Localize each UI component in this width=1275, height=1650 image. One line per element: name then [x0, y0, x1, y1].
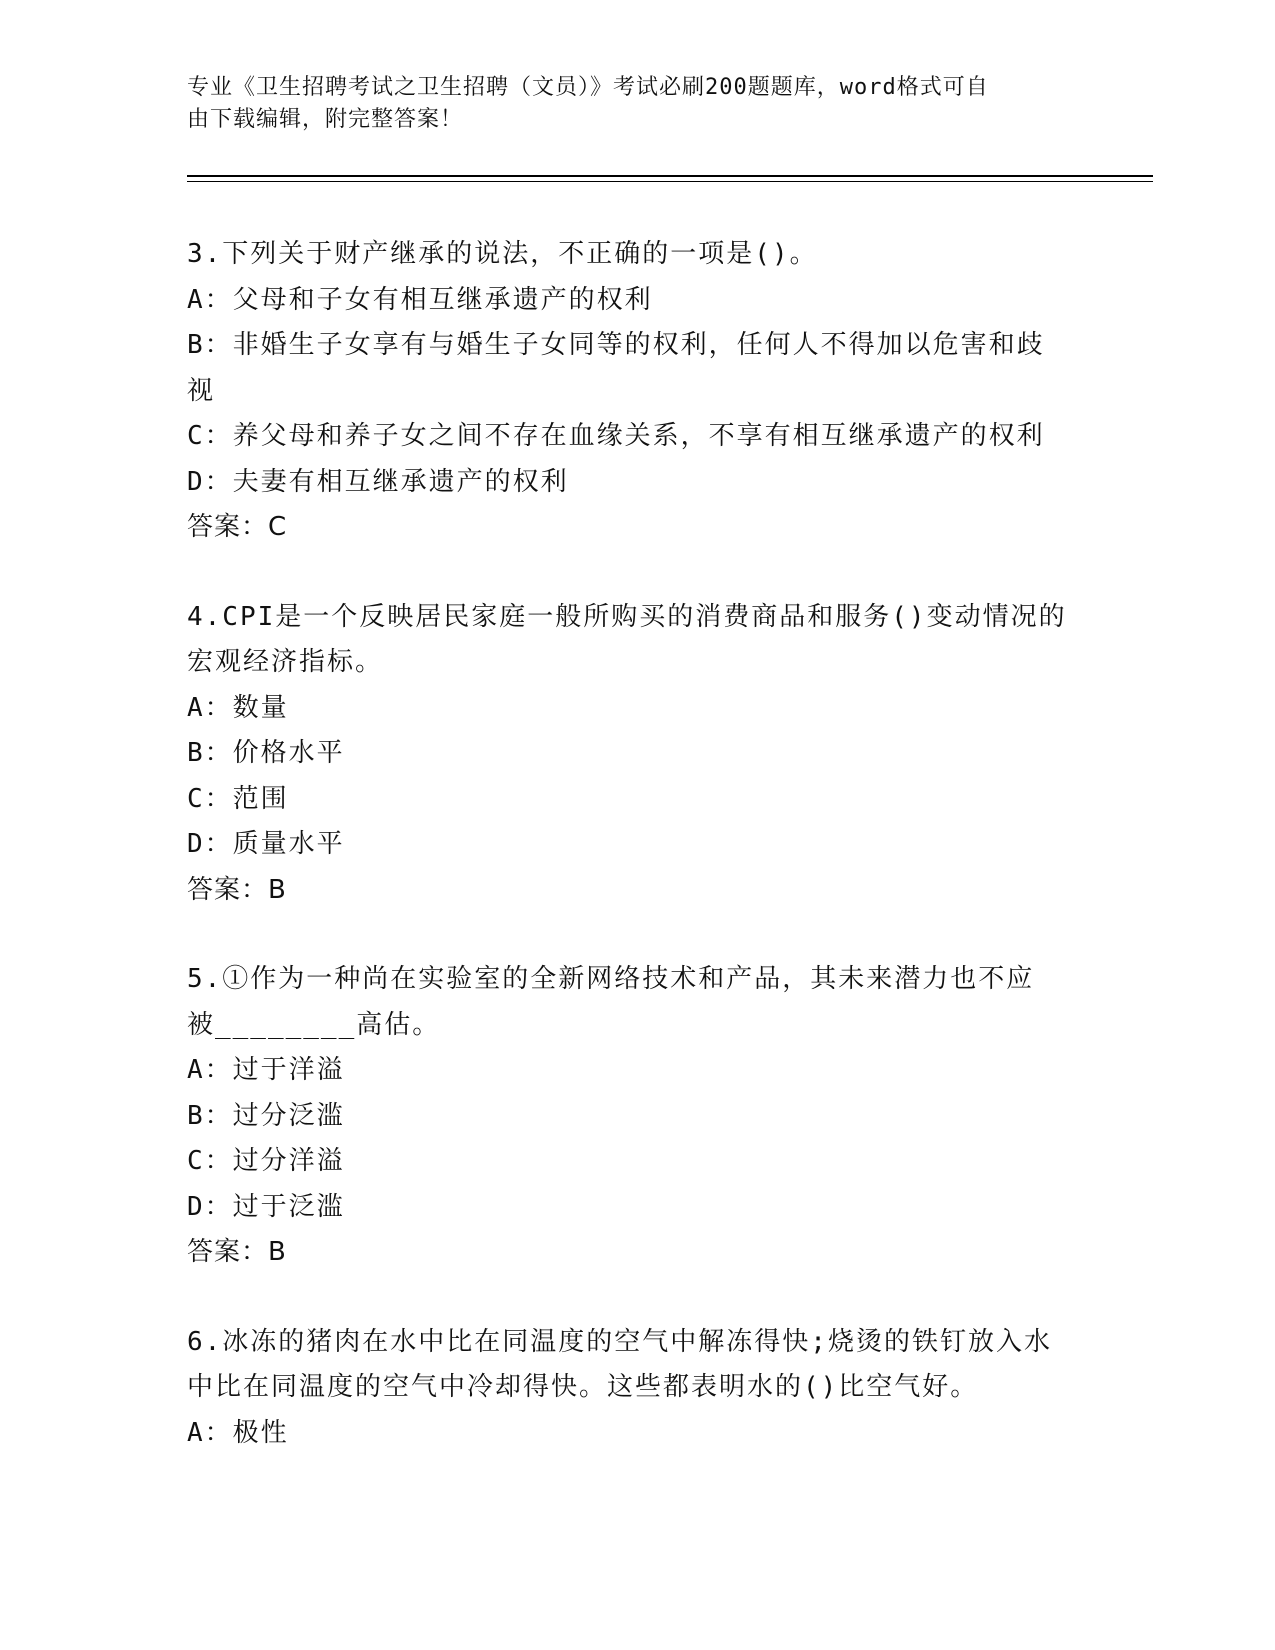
option-line: D：过于泛滥: [187, 1191, 345, 1222]
option-line: A：数量: [187, 692, 289, 723]
question-block: [187, 1320, 1087, 1457]
answer-line: 答案：C: [187, 512, 288, 542]
option-line: A：过于洋溢: [187, 1055, 345, 1085]
question-list: [187, 232, 1087, 1500]
option-line: 视: [187, 375, 216, 406]
option-line: B：价格水平: [187, 738, 345, 768]
question-stem-line: 3.下列关于财产继承的说法，不正确的一项是()。: [187, 239, 818, 269]
question-block: [187, 232, 1087, 551]
option-line: C：范围: [187, 783, 289, 814]
option-line: D：夫妻有相互继承遗产的权利: [187, 466, 569, 497]
option-line: B：过分泛滥: [187, 1100, 345, 1131]
header-line-2: 由下载编辑，附完整答案！: [187, 107, 464, 132]
question-stem-line: 宏观经济指标。: [187, 647, 384, 677]
answer-line: 答案：B: [187, 1237, 287, 1267]
question-stem-line: 4.CPI是一个反映居民家庭一般所购买的消费商品和服务()变动情况的: [187, 601, 1067, 632]
option-line: C：养父母和养子女之间不存在血缘关系，不享有相互继承遗产的权利: [187, 421, 1045, 451]
question-stem-line: 中比在同温度的空气中冷却得快。这些都表明水的()比空气好。: [187, 1372, 979, 1402]
option-line: C：过分洋溢: [187, 1146, 345, 1176]
header-divider-thick: [187, 175, 1153, 177]
answer-line: 答案：B: [187, 874, 287, 905]
option-line: B：非婚生子女享有与婚生子女同等的权利，任何人不得加以危害和歧: [187, 330, 1045, 360]
header-divider-thin: [187, 181, 1153, 182]
document-header: [187, 72, 1067, 136]
question-stem-line: 6.冰冻的猪肉在水中比在同温度的空气中解冻得快;烧烫的铁钉放入水: [187, 1326, 1052, 1357]
question-stem-line: 被________高估。: [187, 1009, 441, 1040]
question-stem-line: 5.①作为一种尚在实验室的全新网络技术和产品，其未来潜力也不应: [187, 964, 1035, 994]
header-line-1: 专业《卫生招聘考试之卫生招聘（文员）》考试必刷200题题库，word格式可自: [187, 75, 989, 100]
question-block: [187, 957, 1087, 1276]
option-line: A：父母和子女有相互继承遗产的权利: [187, 284, 653, 315]
option-line: A：极性: [187, 1417, 289, 1448]
option-line: D：质量水平: [187, 829, 345, 859]
question-block: [187, 595, 1087, 914]
